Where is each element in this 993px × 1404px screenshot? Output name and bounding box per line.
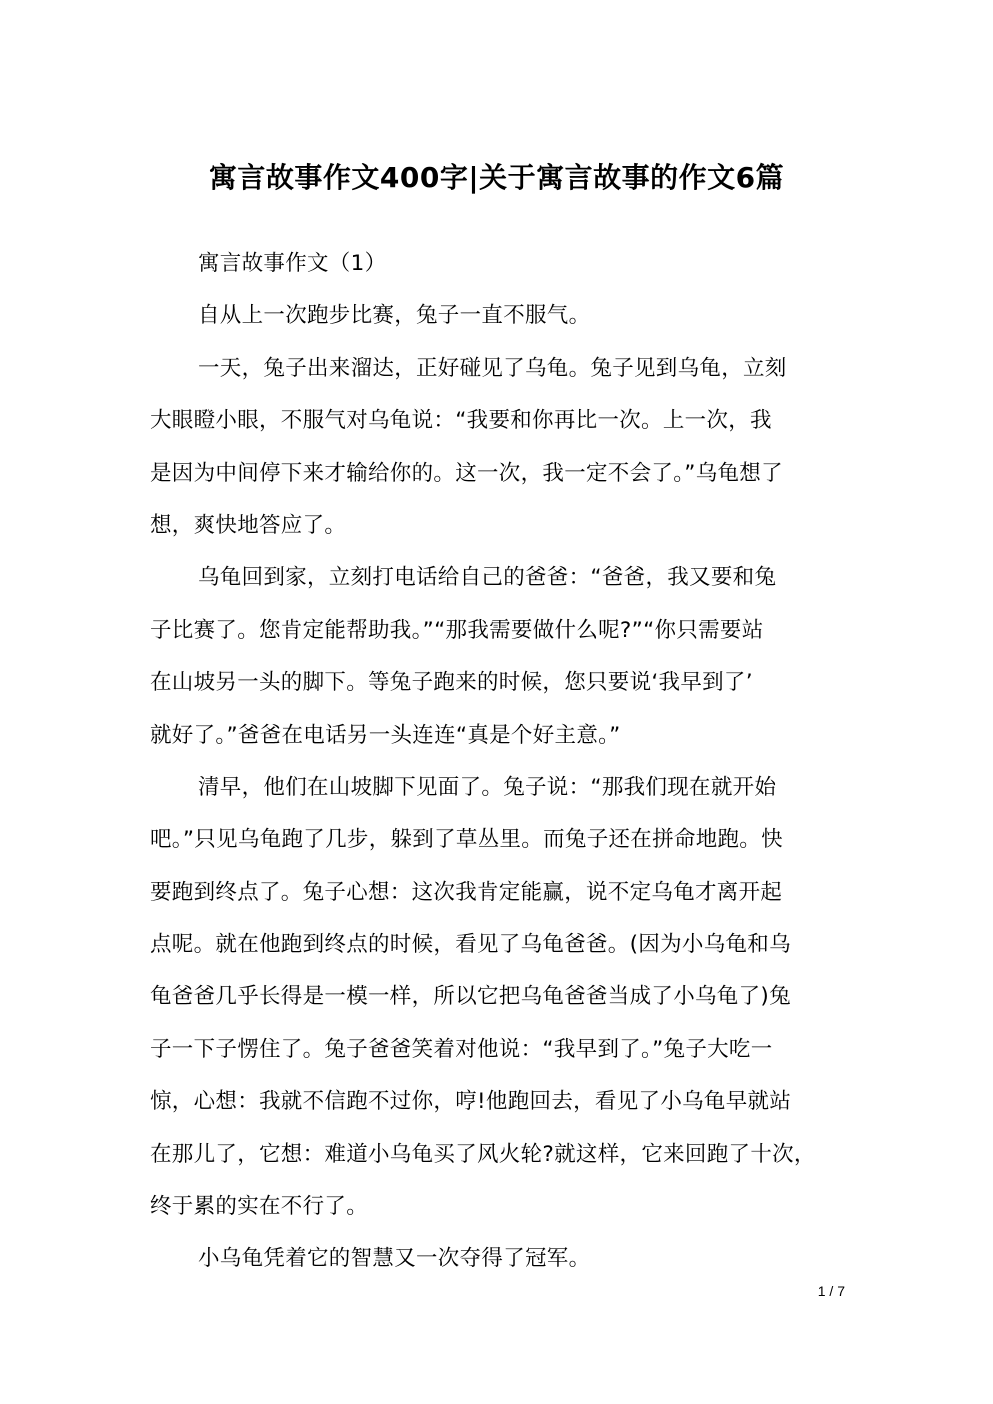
text-line: 在山坡另一头的脚下。等兔子跑来的时候，您只要说‘我早到了’ bbox=[150, 670, 753, 696]
text-line: 终于累的实在不行了。 bbox=[150, 1194, 369, 1220]
text-line: 子比赛了。您肯定能帮助我。”“那我需要做什么呢?”“你只需要站 bbox=[150, 617, 764, 643]
text-line: 点呢。就在他跑到终点的时候，看见了乌龟爸爸。(因为小乌龟和乌 bbox=[150, 932, 791, 958]
text-line: 要跑到终点了。兔子心想：这次我肯定能赢，说不定乌龟才离开起 bbox=[150, 879, 783, 905]
text-line: 一天，兔子出来溜达，正好碰见了乌龟。兔子见到乌龟，立刻 bbox=[198, 355, 787, 381]
text-line: 寓言故事作文（1） bbox=[198, 251, 387, 276]
text-line: 自从上一次跑步比赛，兔子一直不服气。 bbox=[198, 303, 591, 329]
text-line: 吧。”只见乌龟跑了几步，躲到了草丛里。而兔子还在拼命地跑。快 bbox=[150, 827, 783, 853]
text-line: 清早，他们在山坡脚下见面了。兔子说：“那我们现在就开始 bbox=[198, 774, 777, 800]
text-line: 小乌龟凭着它的智慧又一次夺得了冠军。 bbox=[198, 1246, 591, 1272]
text-line: 大眼瞪小眼，不服气对乌龟说：“我要和你再比一次。上一次，我 bbox=[150, 408, 772, 434]
text-line: 乌龟回到家，立刻打电话给自己的爸爸：“爸爸，我又要和兔 bbox=[198, 565, 777, 591]
text-line: 就好了。”爸爸在电话另一头连连“真是个好主意。” bbox=[150, 722, 621, 748]
text-line: 是因为中间停下来才输给你的。这一次，我一定不会了。”乌龟想了 bbox=[150, 460, 783, 486]
document-body bbox=[150, 238, 850, 1286]
text-line: 龟爸爸几乎长得是一模一样，所以它把乌龟爸爸当成了小乌龟了)兔 bbox=[150, 984, 791, 1010]
text-line: 惊，心想：我就不信跑不过你，哼!他跑回去，看见了小乌龟早就站 bbox=[150, 1089, 792, 1115]
text-line: 子一下子愣住了。兔子爸爸笑着对他说：“我早到了。”兔子大吃一 bbox=[150, 1036, 773, 1062]
document-title: 寓言故事作文400字|关于寓言故事的作文6篇 bbox=[208, 161, 785, 194]
text-line: 想，爽快地答应了。 bbox=[150, 512, 347, 538]
text-line: 在那儿了，它想：难道小乌龟买了风火轮?就这样，它来回跑了十次， bbox=[150, 1141, 816, 1167]
page-number: 1 / 7 bbox=[817, 1283, 845, 1299]
